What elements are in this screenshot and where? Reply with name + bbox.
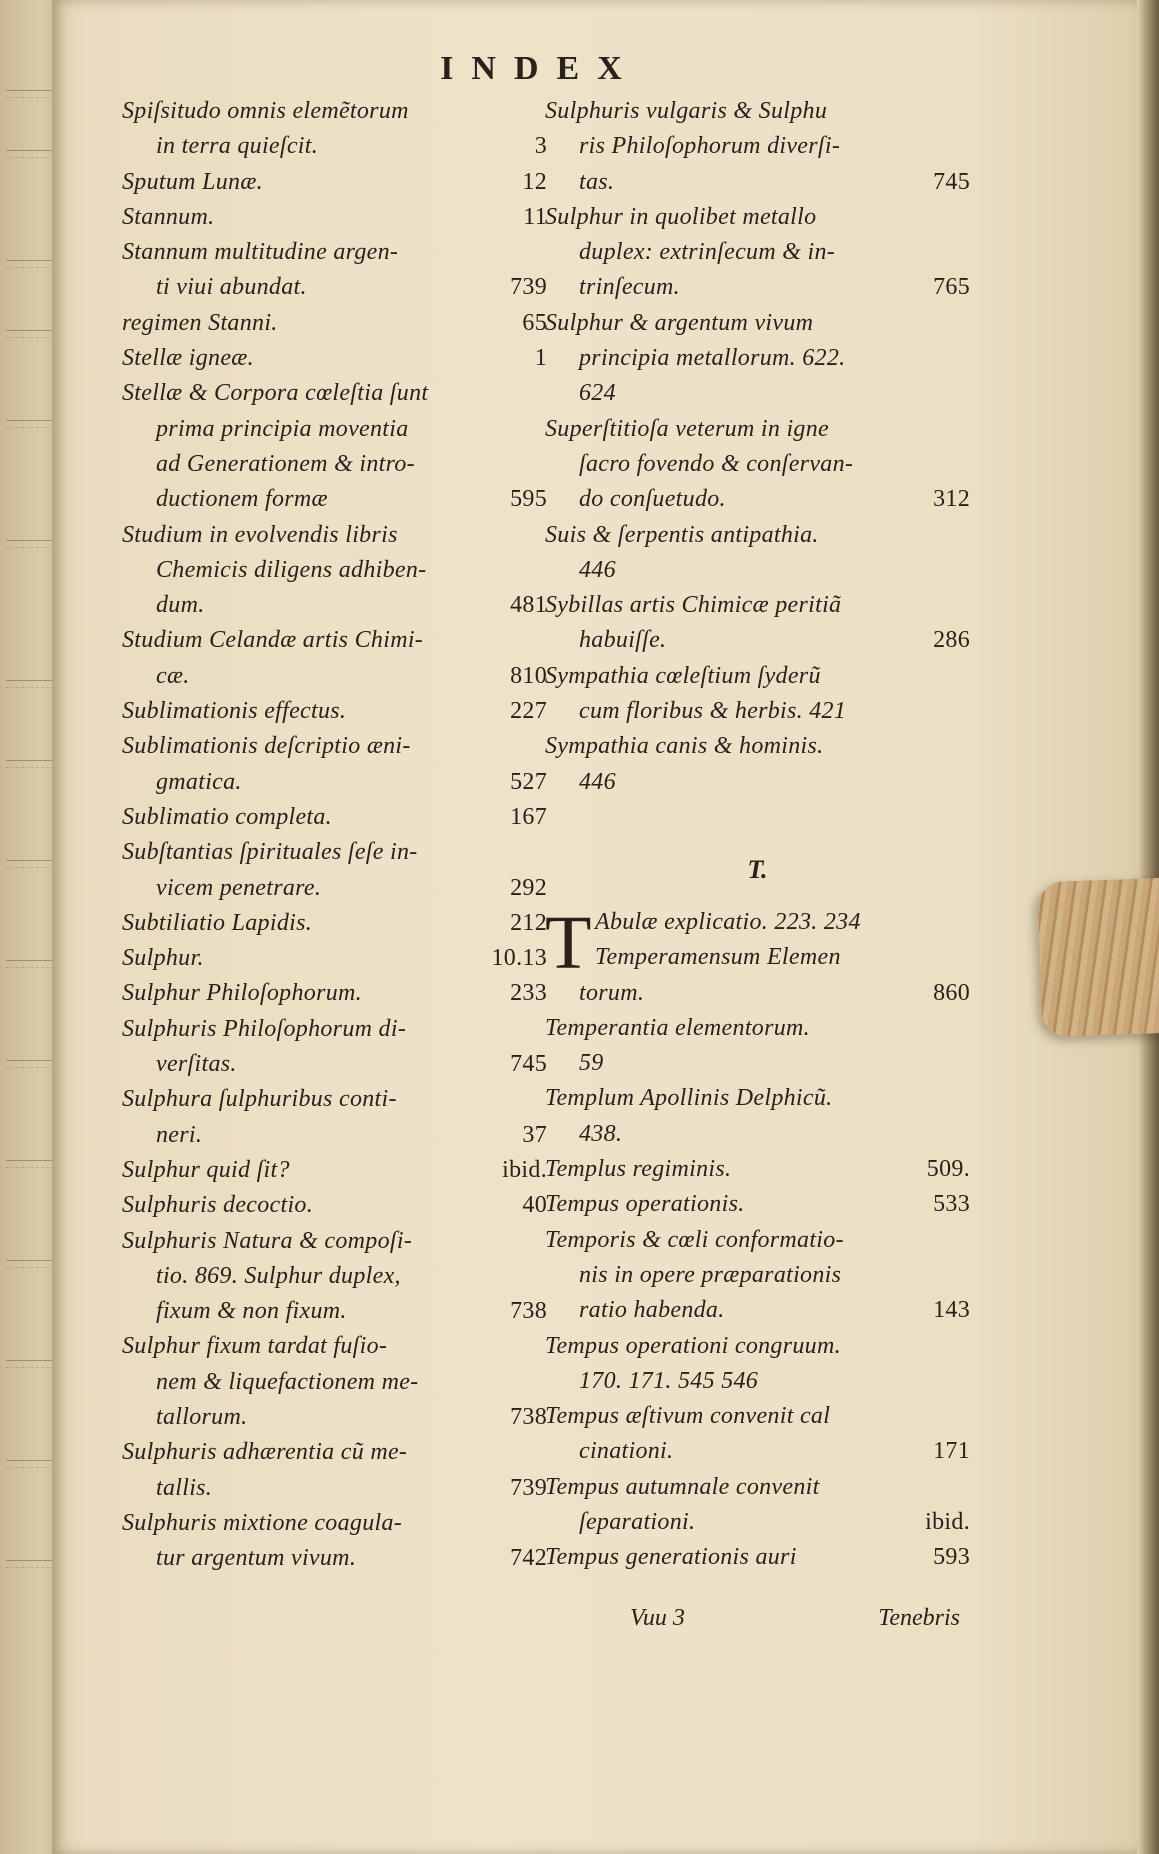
wooden-clip	[1037, 878, 1159, 1037]
index-entry-text: Tempus operationi congruum.	[545, 1332, 841, 1359]
page-footer	[630, 1605, 960, 1640]
index-entry	[545, 306, 970, 412]
index-entry-text: Tempus operationis.	[545, 1191, 745, 1218]
index-entry-text: Sulphuris mixtione coagula-	[122, 1509, 403, 1536]
index-entry-text: 624	[579, 380, 616, 407]
index-entry-text: Sympathia canis & hominis.	[545, 733, 824, 760]
page-number: 37	[522, 1121, 547, 1148]
index-entry-text: Tempus generationis auri	[545, 1544, 797, 1571]
index-entry-text: Stellæ igneæ.	[122, 345, 254, 372]
index-entry-text: Stannum.	[122, 203, 215, 230]
page-number: 481	[510, 592, 547, 619]
index-entry	[545, 659, 970, 730]
page-number: 171	[933, 1438, 970, 1465]
index-entry-text: dum.	[156, 592, 205, 619]
page-number: 12	[522, 168, 547, 195]
index-entry-text: Studium Celandæ artis Chimi-	[122, 627, 424, 654]
page-number: 738	[510, 1403, 547, 1430]
page-number: 286	[933, 627, 970, 654]
index-entry	[545, 518, 970, 589]
index-entry-text: ſeparationi.	[579, 1508, 696, 1535]
index-entry-text: Sublimatio completa.	[122, 803, 332, 830]
index-entry-text: Temperantia elementorum.	[545, 1014, 810, 1041]
index-entry-text: Sulphur.	[122, 945, 204, 972]
page-number: 742	[510, 1545, 547, 1572]
index-entry	[122, 835, 547, 906]
index-entry-text: tallorum.	[156, 1403, 248, 1430]
index-entry-text: 446	[579, 768, 616, 795]
index-entry-text: Stannum multitudine argen-	[122, 239, 399, 266]
section-letter: T.	[747, 854, 768, 884]
page-number: 739	[510, 274, 547, 301]
index-entry	[122, 729, 547, 800]
index-entry-text: cæ.	[156, 662, 190, 689]
index-entry	[122, 306, 547, 341]
index-entry-text: Chemicis diligens adhiben-	[156, 556, 427, 583]
page-number: 745	[933, 168, 970, 195]
index-entry-text: ratio habenda.	[579, 1297, 725, 1324]
index-entry-text: Sulphuris Natura & compoſi-	[122, 1227, 413, 1254]
index-entry-text: principia metallorum. 622.	[579, 345, 846, 372]
index-entry-text: Superſtitioſa veterum in igne	[545, 415, 829, 442]
page-number: 810	[510, 662, 547, 689]
page-number: 312	[933, 486, 970, 513]
index-entry-text: torum.	[579, 979, 645, 1006]
page-number: 1	[534, 345, 547, 372]
index-entry-text: Subſtantias ſpirituales ſeſe in-	[122, 839, 418, 866]
index-entry-text: Spiſsitudo omnis elemẽtorum	[122, 98, 409, 124]
index-entry	[545, 200, 970, 306]
index-entry-text: neri.	[156, 1121, 203, 1148]
index-entry-text: Sulphur & argentum vivum	[545, 309, 814, 336]
index-entry-text: do conſuetudo.	[579, 486, 726, 513]
index-entry	[122, 1329, 547, 1435]
page-number: 765	[933, 274, 970, 301]
index-entry-text: ti viui abundat.	[156, 274, 307, 301]
index-entry-text: duplex: extrinſecum & in-	[579, 239, 836, 266]
index-entry	[122, 906, 547, 941]
index-entry-text: nis in opere præparationis	[579, 1261, 842, 1288]
index-entry	[545, 1470, 970, 1541]
index-entry	[545, 1081, 970, 1152]
index-entry-text: Templus regiminis.	[545, 1156, 732, 1183]
index-entry-text: 438.	[579, 1120, 623, 1147]
index-entry	[122, 94, 547, 165]
index-entry	[545, 412, 970, 518]
index-entry	[122, 694, 547, 729]
index-entry-text: tur argentum vivum.	[156, 1545, 357, 1572]
index-entry-text: prima principia moventia	[156, 415, 409, 442]
index-entry-text: cum floribus & herbis. 421	[579, 698, 847, 725]
index-entry-text: Tempus autumnale convenit	[545, 1473, 820, 1500]
index-entry-text: fixum & non fixum.	[156, 1298, 347, 1325]
index-entry	[122, 165, 547, 200]
index-entry	[545, 588, 970, 659]
index-entry	[122, 1012, 547, 1083]
index-entry-text: Sulphuris Philoſophorum di-	[122, 1015, 407, 1042]
catchword: Tenebris	[878, 1605, 960, 1631]
index-entry	[122, 341, 547, 376]
dropcap-entry	[545, 900, 970, 1576]
page-number: 739	[510, 1474, 547, 1501]
page-number: 3	[534, 133, 547, 160]
index-entry	[545, 1011, 970, 1082]
index-entry-text: 59	[579, 1050, 604, 1077]
index-entry	[545, 94, 970, 200]
index-entry-text: Studium in evolvendis libris	[122, 521, 398, 548]
page-number: 40	[522, 1192, 547, 1219]
index-entry	[122, 1506, 547, 1577]
index-entry	[545, 1187, 970, 1222]
index-entry-text: Sulphur quid ſit?	[122, 1156, 290, 1183]
index-entry	[545, 1540, 970, 1575]
signature-mark: Vuu 3	[630, 1605, 685, 1631]
index-entry-text: tas.	[579, 168, 615, 195]
index-entry-text: Sulphuris adhærentia cũ me-	[122, 1439, 408, 1466]
index-entry-text: habuiſſe.	[579, 627, 667, 654]
index-entry-text: ad Generationem & intro-	[156, 450, 415, 477]
index-column-left	[122, 94, 547, 1576]
index-entry-text: tallis.	[156, 1474, 213, 1501]
index-entry	[122, 1435, 547, 1506]
index-entry-text: Sulphuris decoctio.	[122, 1192, 314, 1219]
index-entry	[122, 200, 547, 235]
page-number: ibid.	[502, 1156, 547, 1183]
index-entry-text: Sulphur Philoſophorum.	[122, 980, 362, 1007]
index-entry	[122, 1188, 547, 1223]
index-entry-text: 446	[579, 556, 616, 583]
index-entry-text: Sympathia cœleſtium ſyderũ	[545, 662, 821, 689]
index-entry	[545, 1399, 970, 1470]
index-entry	[545, 900, 970, 1011]
page-number: 10.13	[491, 945, 547, 972]
index-entry-text: Sublimationis deſcriptio æni-	[122, 733, 411, 760]
index-entry	[122, 623, 547, 694]
index-entry-text: ductionem formæ	[156, 486, 328, 513]
index-entry-text: ris Philoſophorum diverſi-	[579, 133, 841, 160]
index-entry-text: nem & liquefactionem me-	[156, 1368, 419, 1395]
index-entry-text: vicem penetrare.	[156, 874, 322, 901]
page-number: 593	[933, 1544, 970, 1571]
index-entry-text: Stellæ & Corpora cœleſtia ſunt	[122, 380, 429, 407]
index-entry-text: Sulphur fixum tardat fuſio-	[122, 1333, 388, 1360]
index-column-right	[545, 94, 970, 1576]
index-entry-text: gmatica.	[156, 768, 242, 795]
page-number: 533	[933, 1191, 970, 1218]
index-entry-text: Sulphuris vulgaris & Sulphu	[545, 98, 828, 124]
index-entry	[122, 976, 547, 1011]
page-number: 860	[933, 979, 970, 1006]
index-entry	[122, 800, 547, 835]
page-number: 233	[510, 980, 547, 1007]
index-entry	[545, 1223, 970, 1329]
index-entry-text: Templum Apollinis Delphicũ.	[545, 1085, 833, 1112]
page-number: 11	[523, 203, 547, 230]
index-entry-text: Sybillas artis Chimicæ peritiã	[545, 592, 842, 619]
index-entry-text: Subtiliatio Lapidis.	[122, 909, 313, 936]
index-entry-text: Sputum Lunæ.	[122, 168, 263, 195]
page-number: 527	[510, 768, 547, 795]
index-entry-text: regimen Stanni.	[122, 309, 278, 336]
page-number: 745	[510, 1051, 547, 1078]
page-number: 227	[510, 698, 547, 725]
dropcap: T	[545, 900, 592, 985]
index-entry-text: ſacro fovendo & conſervan-	[579, 450, 854, 477]
index-entry-text: 170. 171. 545 546	[579, 1367, 759, 1394]
index-entry	[122, 1224, 547, 1330]
index-entry	[545, 1152, 970, 1187]
page-number: 143	[933, 1297, 970, 1324]
index-entry-text: Sulphur in quolibet metallo	[545, 203, 817, 230]
index-entry	[122, 518, 547, 624]
index-entry	[122, 376, 547, 517]
index-entry-text: cinationi.	[579, 1438, 674, 1465]
index-entry	[545, 1329, 970, 1400]
index-entry	[545, 729, 970, 800]
index-entry-text: trinſecum.	[579, 274, 680, 301]
index-entry-text: Temporis & cœli conformatio-	[545, 1226, 844, 1253]
page-number: 738	[510, 1298, 547, 1325]
page-number: 595	[510, 486, 547, 513]
index-entry-text: Suis & ſerpentis antipathia.	[545, 521, 819, 548]
index-entry-text: Abulæ explicatio. 223. 234	[595, 908, 861, 935]
page-number: ibid.	[925, 1508, 970, 1535]
index-entry-text: tio. 869. Sulphur duplex,	[156, 1262, 401, 1289]
index-entry-text: Temperamensum Elemen	[595, 944, 841, 971]
page-number: 509.	[926, 1156, 970, 1183]
index-entry	[122, 941, 547, 976]
index-entry-text: verſitas.	[156, 1051, 237, 1078]
index-entry	[122, 235, 547, 306]
index-entry-text: in terra quieſcit.	[156, 133, 319, 160]
index-entry	[122, 1153, 547, 1188]
page-header: INDEX	[440, 50, 640, 87]
page-number: 292	[510, 874, 547, 901]
index-entry-text: Tempus æſtivum convenit cal	[545, 1403, 831, 1430]
index-entry	[122, 1082, 547, 1153]
page-number: 167	[510, 803, 547, 830]
index-entry-text: Sulphura ſulphuribus conti-	[122, 1086, 397, 1113]
page-number: 212	[510, 909, 547, 936]
index-entry-text: Sublimationis effectus.	[122, 698, 347, 725]
page-number: 65	[522, 309, 547, 336]
